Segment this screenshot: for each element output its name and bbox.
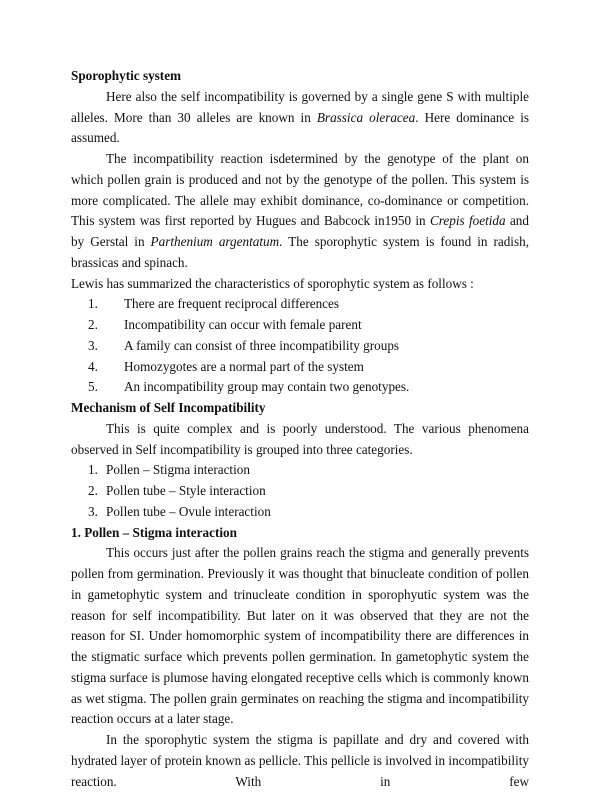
list-number: 3. xyxy=(88,503,98,519)
paragraph-sporophytic-intro xyxy=(71,87,529,149)
document-page xyxy=(71,66,529,792)
list-item xyxy=(71,336,529,357)
text-run: The incompatibility reaction isdetermined by the genotype of the plant on which pollen grain is produced and not by the genotype of the pollen. This system is more complicated. The allele may exhibit dominance, co-dominance or competition. This system was first reported by Hugues and Babcock in1950 in xyxy=(71,151,529,229)
list-text: Pollen tube – Ovule interaction xyxy=(106,503,271,519)
list-number: 4. xyxy=(88,358,98,374)
list-item xyxy=(71,481,529,502)
heading-mechanism: Mechanism of Self Incompatibility xyxy=(71,400,266,415)
list-number: 1. xyxy=(88,296,98,312)
paragraph-incompatibility-reaction xyxy=(71,149,529,274)
heading-sporophytic-system: Sporophytic system xyxy=(71,68,182,83)
list-number: 5. xyxy=(88,379,98,395)
list-number: 2. xyxy=(88,483,98,498)
characteristics-list xyxy=(71,294,529,398)
list-item xyxy=(71,315,529,336)
text-run: and by Gerstal in xyxy=(71,213,529,249)
list-text: There are frequent reciprocal differences xyxy=(124,296,340,312)
list-item xyxy=(71,357,529,378)
species-name: Parthenium argentatum xyxy=(150,234,280,249)
list-item xyxy=(71,377,529,398)
text-run: . Here dominance is assumed. xyxy=(71,109,529,146)
categories-list xyxy=(71,460,529,522)
list-item xyxy=(71,460,529,481)
list-number: 1. xyxy=(88,462,98,478)
paragraph-lewis-intro: Lewis has summarized the characteristics of sporophytic system as follows : xyxy=(71,275,474,291)
text-run: Here also the self incompatibility is governed by a single gene S with multiple alleles. More than 30 alleles are known in xyxy=(71,88,529,125)
list-item xyxy=(71,294,529,315)
list-text: Pollen tube – Style interaction xyxy=(106,483,266,498)
paragraph-pollen-stigma: This occurs just after the pollen grains reach the stigma and generally prevents pollen from germination. Previously it was thought that binucleate condition of pollen in gametophytic system and trinucleate condition in sporophyutic system was the reason for self incompatibility. But later on it was observed that they are not the reason for SI. Under homomorphic system of incompatibility there are differences in the stigmatic surface which prevents pollen germination. In gametophytic system the stigma surface is plumose having elongated receptive cells which is commonly known as wet stigma. The pollen grain germinates on reaching the stigma and incompatibility reaction occurs at a later stage. xyxy=(71,545,529,727)
list-text: A family can consist of three incompatibility groups xyxy=(124,337,400,353)
list-text: Pollen – Stigma interaction xyxy=(106,462,250,478)
list-text: An incompatibility group may contain two genotypes. xyxy=(124,379,410,395)
species-name: Brassica oleracea xyxy=(316,109,416,125)
list-number: 3. xyxy=(88,337,98,353)
list-text: Homozygotes are a normal part of the system xyxy=(124,358,364,374)
heading-pollen-stigma: 1. Pollen – Stigma interaction xyxy=(71,524,237,540)
list-number: 2. xyxy=(88,317,98,332)
species-name: Crepis foetida xyxy=(429,213,506,229)
paragraph-mechanism: This is quite complex and is poorly understood. The various phenomena observed in Self incompatibility is grouped into three categories. xyxy=(71,420,529,457)
paragraph-sporophytic-stigma: In the sporophytic system the stigma is papillate and dry and covered with hydrated layer of protein known as pellicle. This pellicle is involved in incompatibility reaction. With in few xyxy=(71,732,529,789)
list-item xyxy=(71,502,529,523)
text-run: . The sporophytic system is found in radish, brassicas and spinach. xyxy=(71,234,529,270)
list-text: Incompatibility can occur with female parent xyxy=(124,317,362,332)
